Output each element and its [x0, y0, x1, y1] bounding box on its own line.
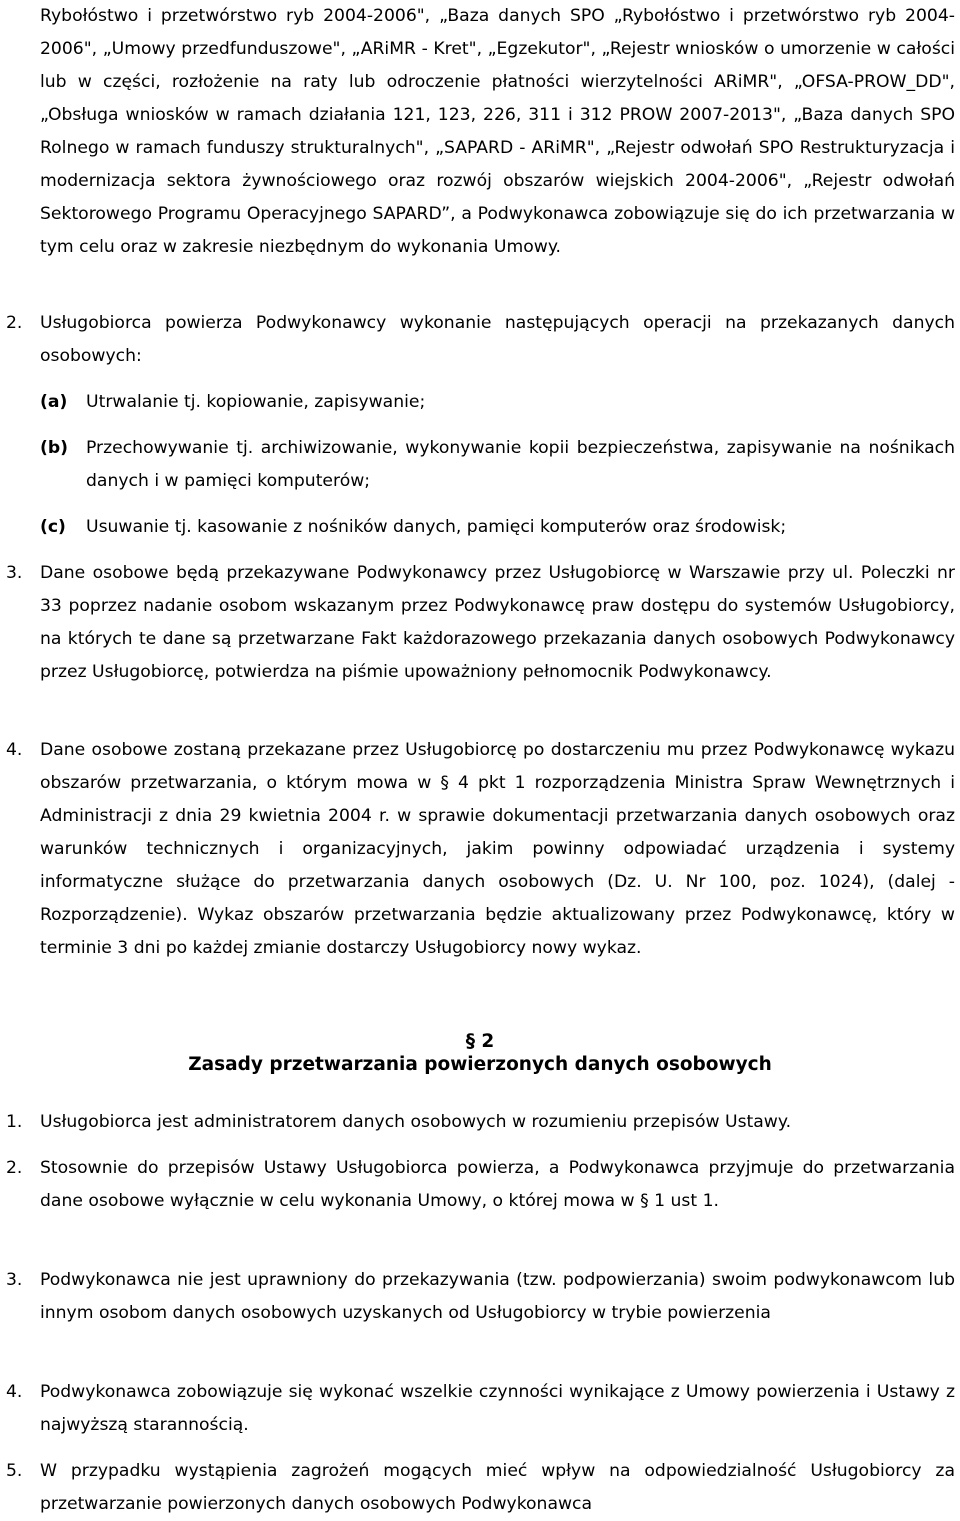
subitem-label: (a): [40, 392, 68, 412]
item-text: Stosownie do przepisów Ustawy Usługobiorca powierza, a Podwykonawca przyjmuje do przetwarzania dane osobowe wyłącznie w celu wykonania Umowy, o której mowa w § 1 ust 1.: [40, 1158, 955, 1211]
item-text: Usługobiorca powierza Podwykonawcy wykonanie następujących operacji na przekazanych danych osobowych:: [40, 313, 955, 366]
item-number: 4.: [6, 1382, 23, 1402]
item-number: 2.: [6, 313, 23, 333]
subitem-label: (c): [40, 517, 66, 537]
subitem-text: Utrwalanie tj. kopiowanie, zapisywanie;: [86, 392, 426, 412]
item-number: 3.: [6, 1270, 23, 1290]
item-text: Dane osobowe zostaną przekazane przez Usługobiorcę po dostarczeniu mu przez Podwykonawcę wykazu obszarów przetwarzania, o którym mowa w § 4 pkt 1 rozporządzenia Ministra Spraw Wewnętrznych i Administracji z dnia 29 kwietnia 2004 r. w sprawie dokumentacji przetwarzania danych osobowych oraz warunków technicznych i organizacyjnych, jakim powinny odpowiadać urządzenia i systemy informatyczne służące do przetwarzania danych osobowych (Dz. U. Nr 100, poz. 1024), (dalej - Rozporządzenie). Wykaz obszarów przetwarzania będzie aktualizowany przez Podwykonawcę, który w terminie 3 dni po każdej zmianie dostarczy Usługobiorcy nowy wykaz.: [40, 740, 955, 958]
item-number: 2.: [6, 1158, 23, 1178]
intro-paragraph: Rybołóstwo i przetwórstwo ryb 2004-2006", „Baza danych SPO „Rybołóstwo i przetwórstwo ryb 2004-2006", „Umowy przedfunduszowe", „ARiMR - Kret", „Egzekutor", „Rejestr wniosków o umorzenie w całości lub w części, rozłożenie na raty lub odroczenie płatności wierzytelności ARiMR", „OFSA-PROW_DD", „Obsługa wniosków w ramach działania 121, 123, 226, 311 i 312 PROW 2007-2013", „Baza danych SPO Rolnego w ramach funduszy strukturalnych", „SAPARD - ARiMR", „Rejestr odwołań SPO Restrukturyzacja i modernizacja sektora żywnościowego oraz rozwój obszarów wiejskich 2004-2006", „Rejestr odwołań Sektorowego Programu Operacyjnego SAPARD”, a Podwykonawca zobowiązuje się do ich przetwarzania w tym celu oraz w zakresie niezbędnym do wykonania Umowy.: [40, 6, 955, 257]
item-number: 5.: [6, 1461, 23, 1481]
item-text: Dane osobowe będą przekazywane Podwykonawcy przez Usługobiorcę w Warszawie przy ul. Poleczki nr 33 poprzez nadanie osobom wskazanym przez Podwykonawcę praw dostępu do systemów Usługobiorcy, na których te dane są przetwarzane Fakt każdorazowego przekazania danych osobowych Podwykonawcy przez Usługobiorcę, potwierdza na piśmie upoważniony pełnomocnik Podwykonawcy.: [40, 563, 955, 682]
item-text: Podwykonawca zobowiązuje się wykonać wszelkie czynności wynikające z Umowy powierzenia i Ustawy z najwyższą starannością.: [40, 1382, 955, 1435]
subitem-label: (b): [40, 438, 69, 458]
item-text: Usługobiorca jest administratorem danych osobowych w rozumieniu przepisów Ustawy.: [40, 1112, 792, 1132]
item-number: 3.: [6, 563, 23, 583]
subitem-text: Przechowywanie tj. archiwizowanie, wykonywanie kopii bezpieczeństwa, zapisywanie na nośnikach danych i w pamięci komputerów;: [86, 438, 955, 491]
section-title: Zasady przetwarzania powierzonych danych osobowych: [188, 1054, 772, 1075]
item-number: 4.: [6, 740, 23, 760]
section-paragraph-symbol: § 2: [465, 1031, 495, 1052]
item-number: 1.: [6, 1112, 23, 1132]
subitem-text: Usuwanie tj. kasowanie z nośników danych, pamięci komputerów oraz środowisk;: [86, 517, 787, 537]
item-text: Podwykonawca nie jest uprawniony do przekazywania (tzw. podpowierzania) swoim podwykonawcom lub innym osobom danych osobowych uzyskanych od Usługobiorcy w trybie powierzenia: [40, 1270, 955, 1323]
item-text: W przypadku wystąpienia zagrożeń mogących mieć wpływ na odpowiedzialność Usługobiorcy za przetwarzanie powierzonych danych osobowych Podwykonawca: [40, 1461, 955, 1514]
